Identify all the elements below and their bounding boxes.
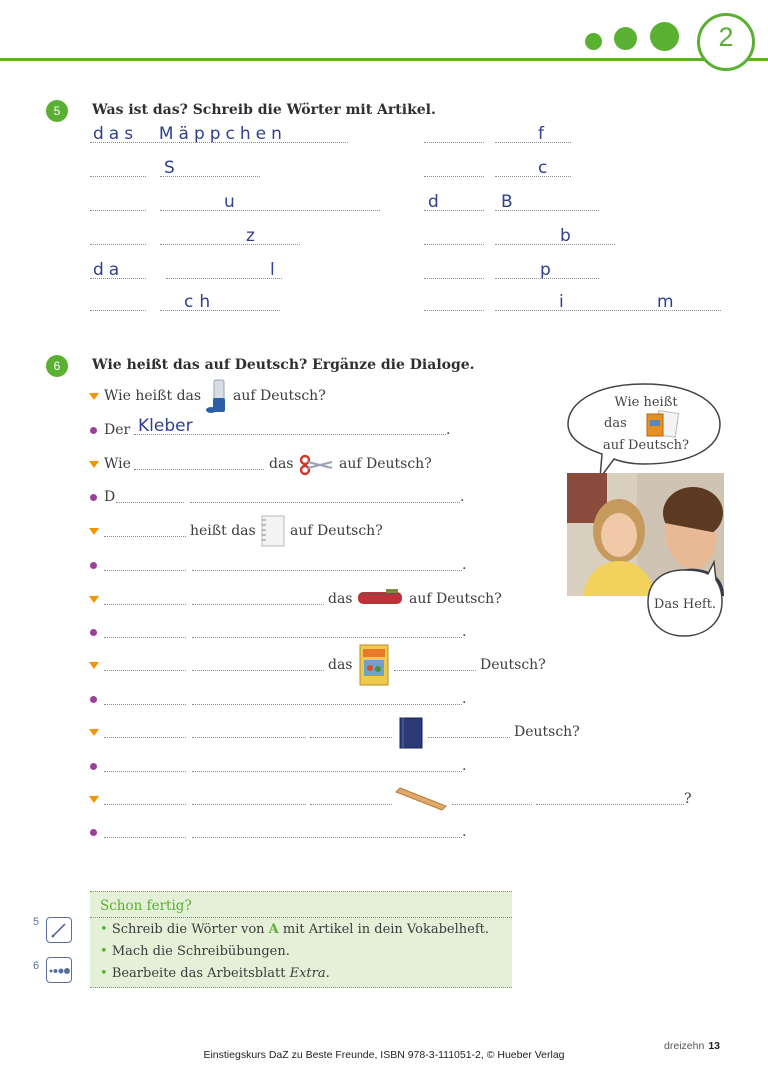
answer-line[interactable] bbox=[190, 502, 460, 503]
schon-fertig-title: Schon fertig? bbox=[100, 898, 192, 914]
ex5-letter: ch bbox=[184, 292, 217, 312]
answer-line[interactable] bbox=[192, 670, 324, 671]
question-marker bbox=[89, 662, 99, 669]
progress-dot-1 bbox=[585, 33, 602, 50]
period: . bbox=[460, 489, 465, 505]
answer-marker bbox=[90, 763, 97, 770]
ex5-letter: z bbox=[246, 226, 255, 246]
question-marker bbox=[89, 528, 99, 535]
period: . bbox=[462, 824, 467, 840]
answer-marker bbox=[90, 829, 97, 836]
side-ref-number-6: 6 bbox=[33, 960, 40, 972]
page-word: dreizehn bbox=[664, 1040, 705, 1052]
bubble-top-line2: das bbox=[604, 416, 627, 431]
progress-dot-2 bbox=[614, 27, 637, 50]
writing-icon bbox=[46, 917, 72, 943]
question-marker bbox=[89, 393, 99, 400]
d4-question-b: auf Deutsch? bbox=[409, 591, 502, 607]
ex5-line[interactable] bbox=[90, 210, 146, 211]
page-num: 13 bbox=[708, 1040, 720, 1052]
answer-line[interactable] bbox=[310, 804, 392, 805]
ex5-letter: l bbox=[270, 260, 275, 280]
d3-question-a: heißt das bbox=[190, 523, 256, 539]
d5-question-b: Deutsch? bbox=[480, 657, 546, 673]
ex5-word-1: das Mäppchen bbox=[93, 124, 287, 144]
progress-dots-icon bbox=[47, 958, 71, 982]
answer-line[interactable] bbox=[104, 771, 186, 772]
d1-answer-prefix: Der bbox=[104, 422, 131, 438]
notebooks-icon bbox=[644, 410, 680, 438]
ex5-line[interactable] bbox=[424, 176, 484, 177]
d2-question-a: Wie bbox=[104, 456, 131, 472]
side-ref-number-5: 5 bbox=[33, 916, 40, 928]
answer-line[interactable] bbox=[536, 804, 684, 805]
ex5-letter: da bbox=[93, 260, 125, 280]
ex5-line[interactable] bbox=[90, 310, 146, 311]
answer-line[interactable] bbox=[104, 737, 186, 738]
answer-line[interactable] bbox=[310, 737, 392, 738]
ex5-letter: b bbox=[560, 226, 571, 246]
answer-line[interactable] bbox=[116, 502, 184, 503]
item-3-text-a: Bearbeite das Arbeitsblatt bbox=[111, 966, 290, 981]
d1-question-b: auf Deutsch? bbox=[233, 388, 326, 404]
schon-fertig-divider bbox=[90, 917, 512, 918]
bubble-top-line1: Wie heißt bbox=[614, 395, 678, 410]
exercise-5-badge: 5 bbox=[46, 100, 68, 122]
ex5-letter: m bbox=[657, 292, 674, 312]
ex5-line[interactable] bbox=[424, 142, 484, 143]
d3-question-b: auf Deutsch? bbox=[290, 523, 383, 539]
period: . bbox=[462, 557, 467, 573]
ex5-letter: B bbox=[501, 192, 513, 212]
ex5-letter: u bbox=[224, 192, 235, 212]
ex5-line[interactable] bbox=[495, 310, 721, 311]
question-marker bbox=[89, 461, 99, 468]
ex5-letter: f bbox=[538, 124, 544, 144]
period: . bbox=[462, 624, 467, 640]
answer-line[interactable] bbox=[192, 604, 324, 605]
question-marker bbox=[89, 729, 99, 736]
ex5-line[interactable] bbox=[424, 310, 484, 311]
answer-line[interactable] bbox=[192, 704, 462, 705]
ex5-letter: c bbox=[538, 158, 548, 178]
item-2-text: Mach die Schreibübungen. bbox=[111, 944, 290, 959]
bubble-bottom-text: Das Heft. bbox=[653, 597, 717, 612]
ex5-letter: S bbox=[164, 158, 175, 178]
answer-line[interactable] bbox=[104, 536, 186, 537]
answer-line[interactable] bbox=[452, 804, 532, 805]
answer-line[interactable] bbox=[104, 637, 186, 638]
ex5-line[interactable] bbox=[90, 278, 146, 279]
ex5-letter: d bbox=[428, 192, 439, 212]
footer-credit: Einstiegskurs DaZ zu Beste Freunde, ISBN 978-3-111051-2, © Hueber Verlag bbox=[203, 1049, 565, 1061]
answer-line[interactable] bbox=[134, 469, 264, 470]
d6-question-a: Deutsch? bbox=[514, 724, 580, 740]
ex5-line[interactable] bbox=[495, 244, 615, 245]
item-3-text-b: . bbox=[325, 966, 330, 981]
pencil-case-icon bbox=[356, 587, 404, 607]
ex5-line[interactable] bbox=[160, 310, 280, 311]
ex5-line[interactable] bbox=[166, 278, 282, 279]
answer-line[interactable] bbox=[104, 804, 186, 805]
answer-line[interactable] bbox=[104, 570, 186, 571]
answer-line[interactable] bbox=[428, 737, 510, 738]
ex5-line[interactable] bbox=[90, 176, 146, 177]
dots-icon bbox=[46, 957, 72, 983]
ex5-line[interactable] bbox=[495, 176, 571, 177]
d2-question-b: das bbox=[269, 456, 294, 472]
answer-marker bbox=[90, 562, 97, 569]
ex5-line[interactable] bbox=[424, 210, 484, 211]
answer-marker bbox=[90, 494, 97, 501]
ruler-icon bbox=[394, 786, 448, 812]
header-rule bbox=[0, 58, 768, 61]
answer-marker bbox=[90, 696, 97, 703]
question-mark: ? bbox=[684, 791, 692, 807]
d4-question-a: das bbox=[328, 591, 353, 607]
exercise-6-title: Wie heißt das auf Deutsch? Ergänze die Dialoge. bbox=[92, 357, 475, 373]
bubble-top-line3: auf Deutsch? bbox=[602, 438, 690, 453]
ex5-line[interactable] bbox=[424, 244, 484, 245]
answer-line[interactable] bbox=[192, 737, 306, 738]
schon-fertig-item-3: • Bearbeite das Arbeitsblatt Extra. bbox=[100, 966, 330, 981]
answer-line[interactable] bbox=[192, 637, 462, 638]
period: . bbox=[446, 422, 451, 438]
d1-answer-handwritten: Kleber bbox=[138, 416, 193, 436]
period: . bbox=[462, 691, 467, 707]
ex5-line[interactable] bbox=[160, 210, 380, 211]
ex5-line[interactable] bbox=[160, 176, 260, 177]
answer-line[interactable] bbox=[192, 804, 306, 805]
answer-line[interactable] bbox=[394, 670, 476, 671]
answer-marker bbox=[90, 427, 97, 434]
answer-marker bbox=[90, 629, 97, 636]
exercise-6-badge: 6 bbox=[46, 355, 68, 377]
chapter-number: 2 bbox=[718, 22, 734, 52]
ex5-letter: p bbox=[540, 260, 551, 280]
item-1-text-b: mit Artikel in dein Vokabelheft. bbox=[278, 922, 489, 937]
item-3-italic: Extra bbox=[289, 966, 326, 981]
ex5-line[interactable] bbox=[495, 142, 571, 143]
question-marker bbox=[89, 596, 99, 603]
glue-stick-icon bbox=[205, 378, 229, 414]
pencil-icon bbox=[47, 918, 71, 942]
schon-fertig-item-1: • Schreib die Wörter von A mit Artikel in dein Vokabelheft. bbox=[100, 922, 489, 937]
d2-question-c: auf Deutsch? bbox=[339, 456, 432, 472]
exercise-5-title: Was ist das? Schreib die Wörter mit Artikel. bbox=[92, 102, 436, 118]
exercise-book-icon bbox=[398, 717, 424, 749]
ex5-line[interactable] bbox=[90, 142, 348, 143]
answer-line[interactable] bbox=[104, 704, 186, 705]
book-icon bbox=[358, 643, 390, 687]
answer-line[interactable] bbox=[104, 670, 186, 671]
progress-dot-3 bbox=[650, 22, 679, 51]
ex5-line[interactable] bbox=[160, 244, 300, 245]
answer-line[interactable] bbox=[104, 837, 186, 838]
answer-line[interactable] bbox=[134, 434, 446, 435]
period: . bbox=[462, 758, 467, 774]
notebook-icon bbox=[258, 515, 286, 547]
question-marker bbox=[89, 796, 99, 803]
scissors-icon bbox=[298, 454, 334, 476]
ex5-line[interactable] bbox=[424, 278, 484, 279]
item-1-text-a: Schreib die Wörter von bbox=[111, 922, 269, 937]
answer-line[interactable] bbox=[192, 837, 462, 838]
d2-answer-prefix: D bbox=[104, 489, 116, 505]
ex5-letter: i bbox=[559, 292, 564, 312]
schon-fertig-item-2: • Mach die Schreibübungen. bbox=[100, 944, 290, 959]
d1-question-a: Wie heißt das bbox=[104, 388, 202, 404]
answer-line[interactable] bbox=[192, 570, 462, 571]
d5-question-a: das bbox=[328, 657, 353, 673]
answer-line[interactable] bbox=[104, 604, 186, 605]
item-1-bold: A bbox=[268, 922, 279, 937]
ex5-line[interactable] bbox=[90, 244, 146, 245]
answer-line[interactable] bbox=[192, 771, 462, 772]
